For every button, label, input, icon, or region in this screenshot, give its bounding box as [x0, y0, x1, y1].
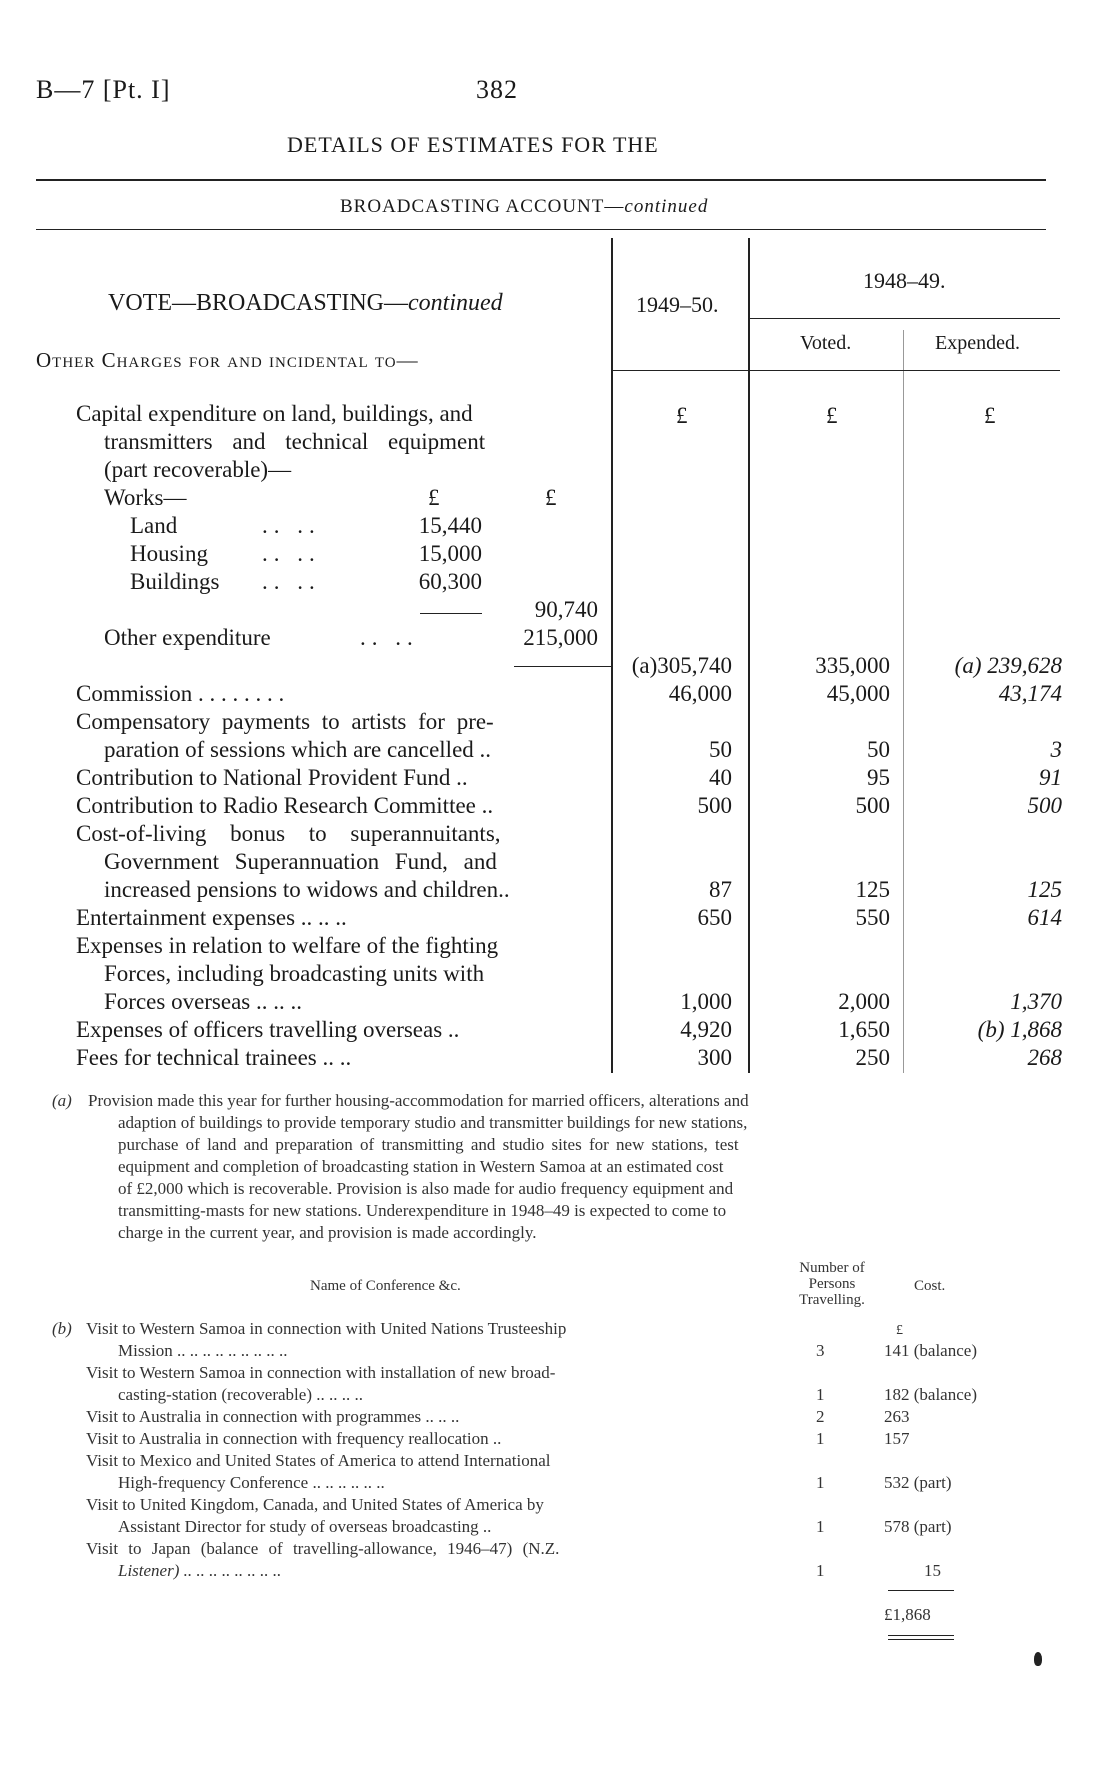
- row-label: Commission . . . . . . . .: [76, 681, 285, 706]
- other-expenditure-dots: .. ..: [360, 625, 419, 650]
- subtitle-main: BROADCASTING ACCOUNT—: [340, 196, 625, 217]
- row-label: Cost-of-living bonus to superannuitants,: [76, 821, 501, 846]
- visit-description-cont: High-frequency Conference .. .. .. .. .. ..: [118, 1473, 385, 1492]
- title-rule: [36, 179, 1046, 181]
- row-1949-50: 4,920: [680, 1017, 732, 1042]
- currency-voted: £: [826, 403, 838, 428]
- subtitle-continued: continued: [624, 196, 709, 217]
- visit-description-cont: casting-station (recoverable) .. .. .. ..: [118, 1385, 363, 1404]
- works-item-buildings-label: Buildings: [130, 569, 220, 594]
- capital-expended: (a) 239,628: [954, 653, 1062, 678]
- vote-title: [108, 290, 503, 317]
- visit-description-cont: Assistant Director for study of overseas broadcasting ..: [118, 1517, 492, 1536]
- visit-persons: 1: [816, 1385, 825, 1404]
- row-expended: 3: [1050, 737, 1062, 762]
- visit-description-cont: Listener) .. .. .. .. .. .. .. ..: [118, 1561, 282, 1580]
- works-item-land-dots: .. ..: [262, 513, 321, 538]
- ink-mark: [1034, 1652, 1042, 1666]
- capital-line-2: transmitters and technical equipment: [104, 429, 486, 454]
- works-item-housing-value: 15,000: [418, 541, 482, 566]
- row-voted: 45,000: [826, 681, 890, 706]
- visit-cost: 578 (part): [884, 1517, 952, 1536]
- visit-persons: 3: [816, 1341, 825, 1360]
- row-expended: 125: [1027, 877, 1062, 902]
- capital-sum-rule: [514, 666, 611, 667]
- column-voted: Voted.: [800, 332, 852, 354]
- row-expended: 500: [1027, 793, 1062, 818]
- row-label-cont: increased pensions to widows and children..: [104, 877, 510, 902]
- row-voted: 95: [867, 765, 890, 790]
- row-1949-50: 50: [709, 737, 732, 762]
- visit-description: Visit to Western Samoa in connection with installation of new broad-: [86, 1363, 556, 1382]
- footnote-a-line: equipment and completion of broadcasting station in Western Samoa at an estimated cost: [118, 1157, 724, 1176]
- page-subtitle: [340, 196, 708, 218]
- footnote-a-line: purchase of land and preparation of transmitting and studio sites for new stations, test: [118, 1135, 739, 1154]
- currency-1949: £: [676, 403, 688, 428]
- capital-line-1: Capital expenditure on land, buildings, and: [76, 401, 473, 426]
- row-1949-50: 500: [697, 793, 732, 818]
- visit-description-cont: Mission .. .. .. .. .. .. .. .. ..: [118, 1341, 288, 1360]
- row-expended: 91: [1039, 765, 1062, 790]
- visit-description: Visit to Australia in connection with programmes .. .. ..: [86, 1407, 460, 1426]
- vote-title-continued: continued: [408, 290, 503, 316]
- row-expended: 43,174: [998, 681, 1062, 706]
- works-pound-1: £: [428, 485, 440, 510]
- row-expended: 614: [1027, 905, 1062, 930]
- persons-column-header-2: Persons: [808, 1276, 856, 1292]
- row-label: Expenses of officers travelling overseas ..: [76, 1017, 460, 1042]
- visit-persons: 1: [816, 1517, 825, 1536]
- visit-cost: 15: [924, 1561, 941, 1580]
- row-label: Contribution to Radio Research Committee ..: [76, 793, 494, 818]
- conference-column-header: Name of Conference &c.: [310, 1278, 461, 1294]
- row-1949-50: 87: [709, 877, 732, 902]
- column-1949-50: 1949–50.: [636, 292, 719, 317]
- row-label-cont: paration of sessions which are cancelled ..: [104, 737, 492, 762]
- capital-line-3: (part recoverable)—: [104, 457, 292, 482]
- works-item-land-label: Land: [130, 513, 178, 538]
- column-1948-49: 1948–49.: [863, 268, 946, 293]
- other-expenditure-value: 215,000: [523, 625, 598, 650]
- column-rule-2: [748, 238, 750, 1073]
- footnote-a-line: charge in the current year, and provision is made accordingly.: [118, 1223, 537, 1242]
- footnote-a-line: adaption of buildings to provide temporary studio and transmitter buildings for new stations,: [118, 1113, 748, 1132]
- row-voted: 2,000: [838, 989, 890, 1014]
- visit-description: Visit to Japan (balance of travelling-allowance, 1946–47) (N.Z.: [86, 1539, 560, 1558]
- cost-total-rule-top: [888, 1590, 954, 1591]
- persons-column-header-1: Number of: [799, 1260, 865, 1276]
- row-label: Contribution to National Provident Fund ..: [76, 765, 468, 790]
- other-expenditure-label: Other expenditure: [104, 625, 271, 650]
- row-1949-50: 650: [697, 905, 732, 930]
- row-label: Expenses in relation to welfare of the fighting: [76, 933, 499, 958]
- row-expended: (b) 1,868: [977, 1017, 1062, 1042]
- footnote-a-marker: (a): [52, 1091, 72, 1110]
- visit-cost: 532 (part): [884, 1473, 952, 1492]
- column-expended: Expended.: [935, 332, 1020, 354]
- visit-description: Visit to United Kingdom, Canada, and United States of America by: [86, 1495, 544, 1514]
- works-item-land-value: 15,440: [418, 513, 482, 538]
- visit-persons: 1: [816, 1561, 825, 1580]
- header-rule-bottom: [611, 370, 1060, 371]
- cost-currency: £: [896, 1323, 903, 1338]
- subtitle-rule: [36, 229, 1046, 230]
- works-item-buildings-dots: .. ..: [262, 569, 321, 594]
- row-label: Entertainment expenses .. .. ..: [76, 905, 347, 930]
- page-reference: B—7 [Pt. I]: [36, 75, 171, 104]
- row-expended: 268: [1027, 1045, 1062, 1070]
- visit-description: Visit to Mexico and United States of America to attend International: [86, 1451, 551, 1470]
- visit-persons: 1: [816, 1473, 825, 1492]
- works-total: 90,740: [534, 597, 598, 622]
- vote-title-main: VOTE—BROADCASTING—: [108, 290, 408, 316]
- works-item-buildings-value: 60,300: [418, 569, 482, 594]
- cost-column-header: Cost.: [914, 1278, 946, 1294]
- row-voted: 250: [855, 1045, 890, 1070]
- row-1949-50: 1,000: [680, 989, 732, 1014]
- footnote-a-line: Provision made this year for further housing-accommodation for married officers, alterations and: [88, 1091, 749, 1110]
- row-1949-50: 40: [709, 765, 732, 790]
- cost-total: £1,868: [884, 1605, 931, 1624]
- row-voted: 50: [867, 737, 890, 762]
- page-number: 382: [476, 75, 518, 104]
- footnote-a-line: of £2,000 which is recoverable. Provision is also made for audio frequency equipment and: [118, 1179, 734, 1198]
- cost-total-rule-bottom-1: [888, 1635, 954, 1636]
- visit-cost: 141 (balance): [884, 1341, 977, 1360]
- row-voted: 550: [855, 905, 890, 930]
- cost-total-rule-bottom-2: [888, 1639, 954, 1640]
- visit-cost: 263: [884, 1407, 910, 1426]
- works-sum-rule: [420, 613, 482, 614]
- row-voted: 1,650: [838, 1017, 890, 1042]
- row-1949-50: 300: [697, 1045, 732, 1070]
- row-label-cont: Forces overseas .. .. ..: [104, 989, 303, 1014]
- page-title: DETAILS OF ESTIMATES FOR THE: [287, 132, 659, 157]
- row-label-cont: Forces, including broadcasting units with: [104, 961, 485, 986]
- currency-expended: £: [984, 403, 996, 428]
- visit-persons: 1: [816, 1429, 825, 1448]
- persons-column-header-3: Travelling.: [799, 1292, 865, 1308]
- footnote-b-marker: (b): [52, 1319, 72, 1338]
- visit-persons: 2: [816, 1407, 825, 1426]
- header-rule-1948: [750, 318, 1060, 319]
- row-label: Fees for technical trainees .. ..: [76, 1045, 352, 1070]
- footnote-a-line: transmitting-masts for new stations. Underexpenditure in 1948–49 is expected to come to: [118, 1201, 727, 1220]
- row-label-cont: Government Superannuation Fund, and: [104, 849, 497, 874]
- visit-description: Visit to Western Samoa in connection with United Nations Trusteeship: [86, 1319, 567, 1338]
- other-charges-heading: Other Charges for and incidental to—: [36, 348, 419, 372]
- row-1949-50: 46,000: [668, 681, 732, 706]
- visit-cost: 182 (balance): [884, 1385, 977, 1404]
- works-item-housing-dots: .. ..: [262, 541, 321, 566]
- works-pound-2: £: [545, 485, 557, 510]
- row-voted: 500: [855, 793, 890, 818]
- row-label: Compensatory payments to artists for pre-: [76, 709, 494, 734]
- row-voted: 125: [855, 877, 890, 902]
- visit-cost: 157: [884, 1429, 910, 1448]
- column-rule-3: [903, 330, 904, 1073]
- works-label: Works—: [104, 485, 187, 510]
- works-item-housing-label: Housing: [130, 541, 208, 566]
- capital-voted: 335,000: [815, 653, 890, 678]
- visit-description: Visit to Australia in connection with frequency reallocation ..: [86, 1429, 502, 1448]
- row-expended: 1,370: [1010, 989, 1062, 1014]
- capital-1949-50: (a)305,740: [631, 653, 732, 678]
